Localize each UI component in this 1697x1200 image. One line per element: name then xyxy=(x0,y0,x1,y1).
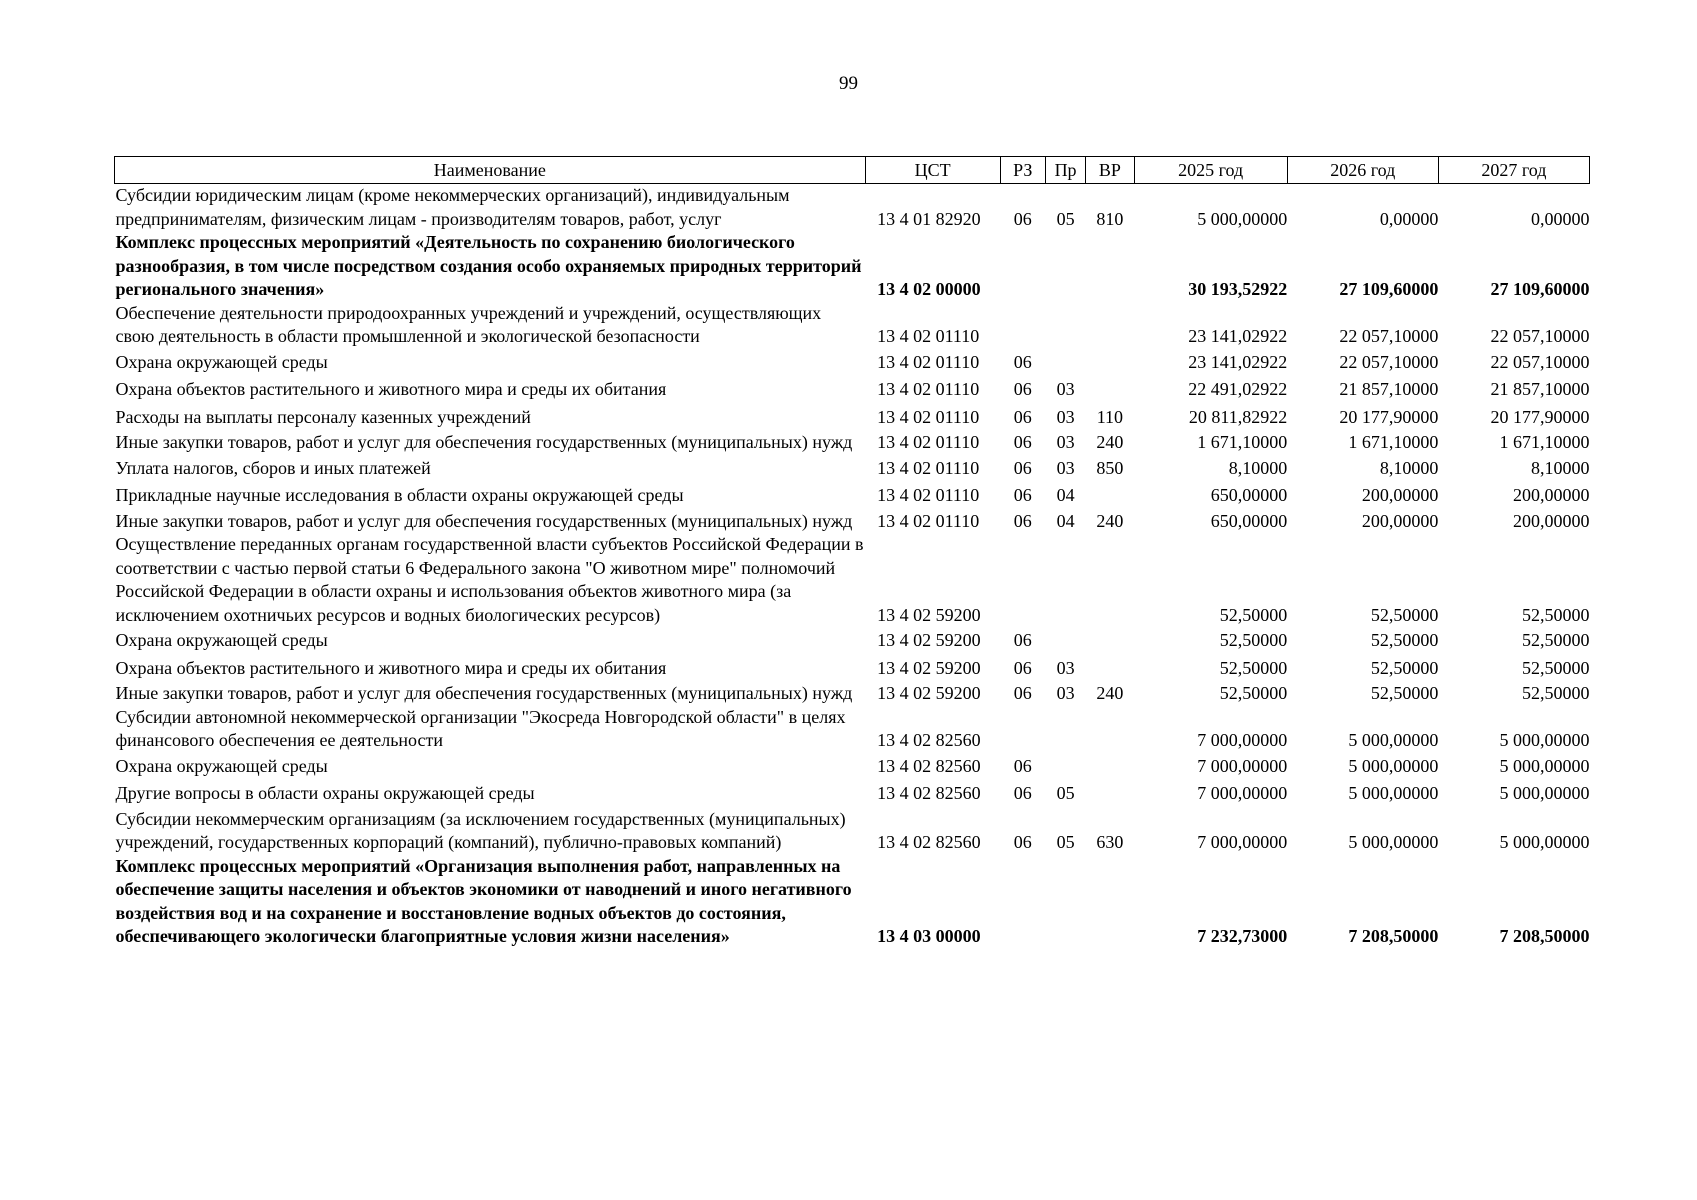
table-row xyxy=(115,682,1590,706)
row-2027: 52,50000 xyxy=(1522,630,1590,650)
row-pr: 05 xyxy=(1056,208,1075,229)
row-2027: 27 109,60000 xyxy=(1490,279,1590,299)
row-vr xyxy=(1086,302,1134,349)
row-rz xyxy=(1000,533,1045,627)
row-cst: 13 4 02 01110 xyxy=(877,457,980,478)
row-2027: 20 177,90000 xyxy=(1490,406,1590,427)
row-rz: 06 xyxy=(1013,755,1032,776)
row-pr xyxy=(1045,533,1085,627)
row-name: Иные закупки товаров, работ и услуг для обеспечения государственных (муниципальных) нужд xyxy=(115,510,853,531)
header-2025: 2025 год xyxy=(1134,157,1287,184)
row-2025: 30 193,52922 xyxy=(1188,279,1288,299)
row-rz: 06 xyxy=(1013,379,1032,399)
row-name: Осуществление переданных органам государственной власти субъектов Российской Федерации в соответствии с частью первой статьи 6 Федерального закона "О животном мире" полномочий Российской Федерации в области охраны и использования объектов животного мира (за исключением охотничьих ресурсов и водных биологических ресурсов) xyxy=(115,534,864,625)
row-cst: 13 4 02 59200 xyxy=(877,683,981,703)
table-row xyxy=(115,533,1590,627)
table-row xyxy=(115,753,1590,781)
row-2026: 7 208,50000 xyxy=(1348,926,1439,946)
row-2025: 7 000,00000 xyxy=(1197,730,1288,750)
row-rz: 06 xyxy=(1013,510,1032,531)
row-rz: 06 xyxy=(1013,406,1032,427)
row-vr xyxy=(1086,780,1134,808)
row-cst: 13 4 02 82560 xyxy=(877,783,981,803)
table-row xyxy=(115,455,1590,483)
row-cst: 13 4 02 01110 xyxy=(877,485,980,505)
row-2026: 8,10000 xyxy=(1379,457,1439,478)
row-2027: 22 057,10000 xyxy=(1490,351,1590,372)
row-rz: 06 xyxy=(1013,630,1032,650)
row-rz: 06 xyxy=(1013,683,1032,703)
row-name: Охрана объектов растительного и животного мира и среды их обитания xyxy=(115,657,667,678)
row-name: Субсидии автономной некоммерческой организации "Экосреда Новгородской области" в целях финансового обеспечения ее деятельности xyxy=(115,706,846,750)
row-2026: 5 000,00000 xyxy=(1348,755,1439,776)
row-2025: 1 671,10000 xyxy=(1197,432,1288,452)
header-pr: Пр xyxy=(1045,157,1085,184)
row-cst: 13 4 02 82560 xyxy=(877,755,981,776)
row-vr: 240 xyxy=(1096,683,1124,703)
page-number: 99 xyxy=(839,73,858,94)
budget-table xyxy=(114,156,1590,949)
row-vr xyxy=(1086,753,1134,781)
header-name: Наименование xyxy=(115,157,866,184)
row-cst: 13 4 02 01110 xyxy=(877,406,980,427)
row-pr: 03 xyxy=(1056,406,1075,427)
row-pr xyxy=(1045,302,1085,349)
row-pr: 03 xyxy=(1056,432,1075,452)
row-name: Иные закупки товаров, работ и услуг для обеспечения государственных (муниципальных) нужд xyxy=(115,683,853,703)
row-name: Другие вопросы в области охраны окружающей среды xyxy=(115,783,535,803)
table-row xyxy=(115,302,1590,349)
row-rz: 06 xyxy=(1013,657,1032,678)
row-2025: 5 000,00000 xyxy=(1197,208,1288,229)
row-2026: 200,00000 xyxy=(1361,510,1439,531)
row-rz: 06 xyxy=(1013,832,1032,852)
row-2026: 22 057,10000 xyxy=(1339,326,1439,346)
row-2027: 200,00000 xyxy=(1513,510,1590,531)
row-2026: 0,00000 xyxy=(1379,208,1439,229)
row-2025: 7 000,00000 xyxy=(1197,755,1288,776)
row-2027: 52,50000 xyxy=(1522,683,1590,703)
row-vr xyxy=(1086,655,1134,683)
row-rz: 06 xyxy=(1013,457,1032,478)
table-row xyxy=(115,431,1590,455)
row-2025: 650,00000 xyxy=(1210,485,1288,505)
row-rz: 06 xyxy=(1013,485,1032,505)
row-pr: 04 xyxy=(1056,510,1075,531)
row-rz xyxy=(1000,706,1045,753)
header-rz: РЗ xyxy=(1000,157,1045,184)
row-2025: 23 141,02922 xyxy=(1188,326,1288,346)
row-2025: 650,00000 xyxy=(1210,510,1288,531)
row-vr: 630 xyxy=(1096,832,1124,852)
row-vr xyxy=(1086,627,1134,655)
table-row xyxy=(115,855,1590,949)
row-vr xyxy=(1086,533,1134,627)
header-cst: ЦСТ xyxy=(865,157,1000,184)
row-cst: 13 4 03 00000 xyxy=(877,926,981,946)
row-2027: 21 857,10000 xyxy=(1490,379,1590,399)
table-row xyxy=(115,184,1590,232)
table-row xyxy=(115,655,1590,683)
row-name: Обеспечение деятельности природоохранных учреждений и учреждений, осуществляющих свою деятельность в области промышленной и экологической безопасности xyxy=(115,302,822,346)
table-row xyxy=(115,231,1590,302)
table-row xyxy=(115,349,1590,377)
row-2025: 52,50000 xyxy=(1219,657,1288,678)
row-2026: 52,50000 xyxy=(1370,657,1439,678)
row-2027: 22 057,10000 xyxy=(1490,326,1590,346)
row-2027: 200,00000 xyxy=(1513,485,1590,505)
row-2027: 8,10000 xyxy=(1531,457,1590,478)
table-row xyxy=(115,510,1590,534)
row-cst: 13 4 01 82920 xyxy=(877,208,981,229)
row-cst: 13 4 02 00000 xyxy=(877,279,981,299)
row-2027: 1 671,10000 xyxy=(1499,432,1590,452)
table-header-row xyxy=(115,157,1590,184)
row-2026: 22 057,10000 xyxy=(1339,351,1439,372)
row-name: Прикладные научные исследования в области охраны окружающей среды xyxy=(115,485,684,505)
row-2026: 5 000,00000 xyxy=(1348,832,1439,852)
row-vr xyxy=(1086,855,1134,949)
row-2025: 23 141,02922 xyxy=(1188,351,1288,372)
row-vr xyxy=(1086,482,1134,510)
row-rz xyxy=(1000,302,1045,349)
row-name: Комплекс процессных мероприятий «Организация выполнения работ, направленных на обеспечение защиты населения и объектов экономики от наводнений и иного негативного воздействия вод и на сохранение и восстановление водных объектов до состояния, обеспечивающего экологически благоприятные условия жизни населения» xyxy=(115,855,852,946)
row-cst: 13 4 02 01110 xyxy=(877,379,980,399)
row-vr: 850 xyxy=(1096,457,1124,478)
table-row xyxy=(115,780,1590,808)
row-2026: 5 000,00000 xyxy=(1348,783,1439,803)
row-rz: 06 xyxy=(1013,783,1032,803)
row-name: Иные закупки товаров, работ и услуг для обеспечения государственных (муниципальных) нужд xyxy=(115,432,853,452)
row-name: Расходы на выплаты персоналу казенных учреждений xyxy=(115,406,531,427)
row-rz: 06 xyxy=(1013,432,1032,452)
row-cst: 13 4 02 59200 xyxy=(877,630,981,650)
row-name: Охрана окружающей среды xyxy=(115,351,328,372)
table-row xyxy=(115,808,1590,855)
row-cst: 13 4 02 59200 xyxy=(877,604,981,625)
row-cst: 13 4 02 01110 xyxy=(877,510,980,531)
row-pr xyxy=(1045,231,1085,302)
table-row xyxy=(115,376,1590,404)
row-name: Охрана окружающей среды xyxy=(115,755,328,776)
row-2027: 52,50000 xyxy=(1522,604,1590,625)
row-cst: 13 4 02 59200 xyxy=(877,657,981,678)
row-2027: 5 000,00000 xyxy=(1499,730,1590,750)
row-2025: 22 491,02922 xyxy=(1188,379,1288,399)
table-row xyxy=(115,482,1590,510)
row-vr xyxy=(1086,231,1134,302)
row-cst: 13 4 02 82560 xyxy=(877,832,981,852)
row-vr: 110 xyxy=(1096,406,1124,427)
row-vr: 240 xyxy=(1096,432,1124,452)
row-name: Уплата налогов, сборов и иных платежей xyxy=(115,457,431,478)
row-2025: 7 000,00000 xyxy=(1197,832,1288,852)
row-2026: 200,00000 xyxy=(1361,485,1439,505)
header-2027: 2027 год xyxy=(1438,157,1589,184)
row-2025: 52,50000 xyxy=(1219,683,1288,703)
row-name: Охрана объектов растительного и животного мира и среды их обитания xyxy=(115,379,667,399)
row-pr: 03 xyxy=(1056,379,1075,399)
row-cst: 13 4 02 82560 xyxy=(877,730,981,750)
row-pr: 03 xyxy=(1056,657,1075,678)
row-pr: 03 xyxy=(1056,683,1075,703)
row-name: Субсидии некоммерческим организациям (за исключением государственных (муниципальных) учреждений, государственных корпораций (компаний), публично-правовых компаний) xyxy=(115,808,846,852)
row-pr: 04 xyxy=(1056,485,1075,505)
row-rz: 06 xyxy=(1013,351,1032,372)
row-pr xyxy=(1045,753,1085,781)
row-2026: 1 671,10000 xyxy=(1348,432,1439,452)
row-pr xyxy=(1045,855,1085,949)
row-2026: 27 109,60000 xyxy=(1339,279,1439,299)
table-row xyxy=(115,627,1590,655)
row-cst: 13 4 02 01110 xyxy=(877,432,980,452)
row-2025: 20 811,82922 xyxy=(1188,406,1288,427)
row-2027: 0,00000 xyxy=(1531,208,1590,229)
row-vr: 810 xyxy=(1096,208,1124,229)
header-2026: 2026 год xyxy=(1287,157,1438,184)
row-vr xyxy=(1086,706,1134,753)
row-name: Субсидии юридическим лицам (кроме некоммерческих организаций), индивидуальным предпринимателям, физическим лицам - производителям товаров, работ, услуг xyxy=(115,185,790,229)
row-name: Охрана окружающей среды xyxy=(115,630,328,650)
row-2027: 5 000,00000 xyxy=(1499,755,1590,776)
row-2026: 20 177,90000 xyxy=(1339,406,1439,427)
row-2026: 21 857,10000 xyxy=(1339,379,1439,399)
row-2026: 52,50000 xyxy=(1370,683,1439,703)
row-2026: 5 000,00000 xyxy=(1348,730,1439,750)
row-rz xyxy=(1000,855,1045,949)
row-vr: 240 xyxy=(1096,510,1124,531)
row-rz: 06 xyxy=(1013,208,1032,229)
row-pr: 05 xyxy=(1056,783,1075,803)
row-cst: 13 4 02 01110 xyxy=(877,326,980,346)
row-2025: 7 232,73000 xyxy=(1197,926,1288,946)
row-2026: 52,50000 xyxy=(1370,604,1439,625)
table-row xyxy=(115,706,1590,753)
header-vr: ВР xyxy=(1086,157,1134,184)
row-rz xyxy=(1000,231,1045,302)
row-pr xyxy=(1045,349,1085,377)
row-2025: 8,10000 xyxy=(1228,457,1288,478)
row-2027: 5 000,00000 xyxy=(1499,832,1590,852)
row-name: Комплекс процессных мероприятий «Деятельность по сохранению биологического разнообразия, в том числе посредством создания особо охраняемых природных территорий регионального значения» xyxy=(115,232,862,299)
row-pr xyxy=(1045,706,1085,753)
row-2025: 52,50000 xyxy=(1219,604,1288,625)
row-2027: 5 000,00000 xyxy=(1499,783,1590,803)
row-pr xyxy=(1045,627,1085,655)
row-2027: 52,50000 xyxy=(1522,657,1590,678)
row-pr: 05 xyxy=(1056,832,1075,852)
row-vr xyxy=(1086,349,1134,377)
row-2025: 52,50000 xyxy=(1219,630,1288,650)
row-2026: 52,50000 xyxy=(1370,630,1439,650)
row-vr xyxy=(1086,376,1134,404)
table-row xyxy=(115,404,1590,432)
row-2027: 7 208,50000 xyxy=(1499,926,1590,946)
row-cst: 13 4 02 01110 xyxy=(877,351,980,372)
row-2025: 7 000,00000 xyxy=(1197,783,1288,803)
row-pr: 03 xyxy=(1056,457,1075,478)
